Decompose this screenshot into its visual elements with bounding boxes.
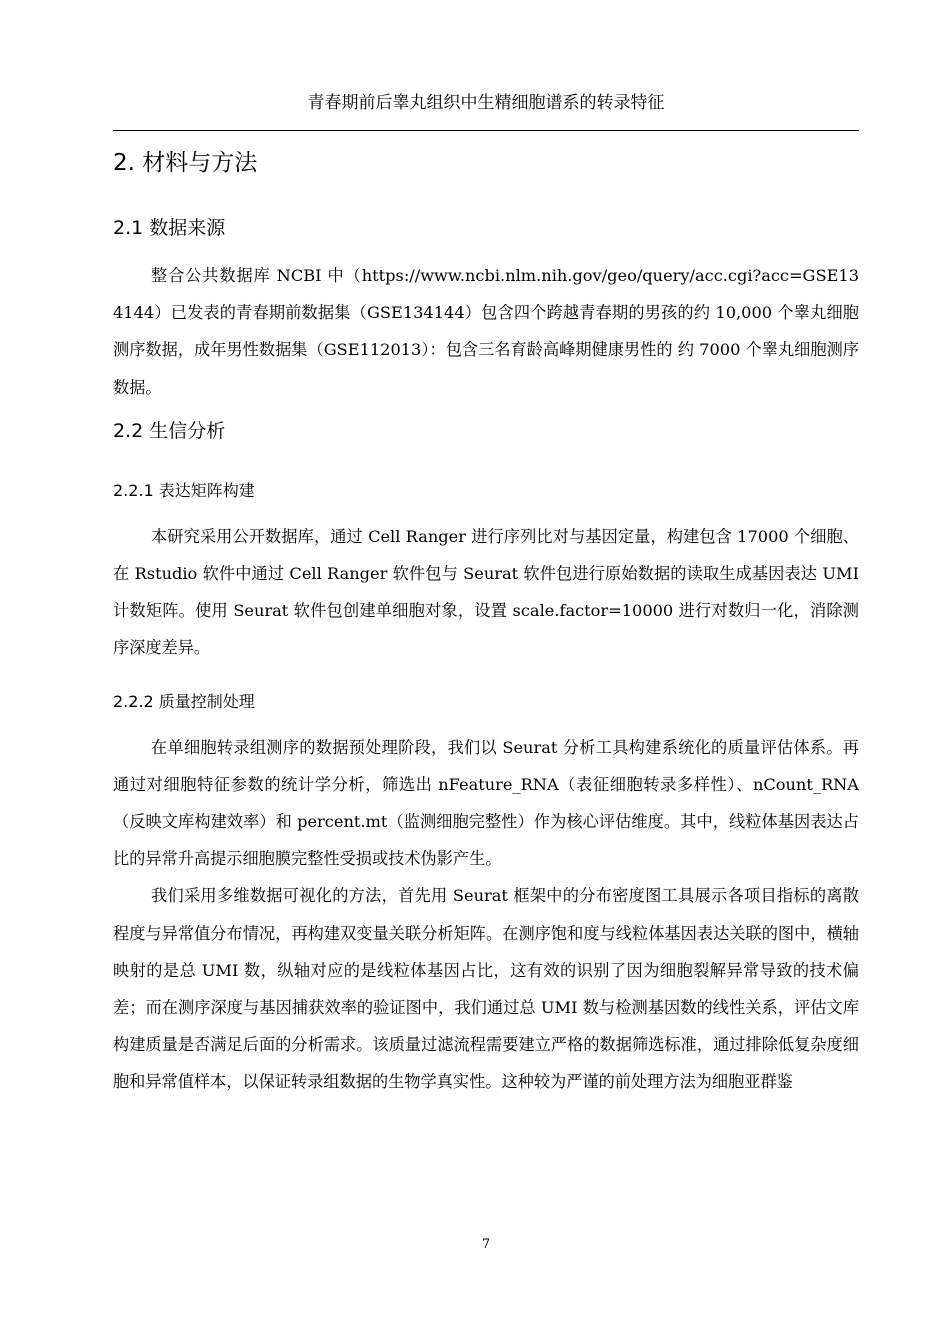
header-rule	[113, 130, 859, 131]
subsubsection-title-2-2-1: 2.2.1 表达矩阵构建	[113, 480, 255, 500]
page-number: 7	[481, 1237, 491, 1252]
paragraph-matrix-construction: 本研究采用公开数据库，通过 Cell Ranger 进行序列比对与基因定量，构建包含 17000 个细胞、在 Rstudio 软件中通过 Cell Ranger 软件包与 Seurat 软件包进行原始数据的读取生成基因表达 UMI 计数矩阵。使用 Seurat 软件包创建单细胞对象，设置 scale.factor=10000 进行对数归一化，消除测序深度差异。	[113, 526, 859, 658]
subsection-title-2-1: 2.1 数据来源	[113, 217, 226, 239]
subsubsection-title-2-2-2: 2.2.2 质量控制处理	[113, 691, 255, 711]
subsection-title-2-2: 2.2 生信分析	[113, 419, 226, 442]
paragraph-data-source: 整合公共数据库 NCBI 中（https://www.ncbi.nlm.nih.gov/geo/query/acc.cgi?acc=GSE134144）已发表的青春期前数据集（GSE134144）包含四个跨越青春期的男孩的约 10,000 个睾丸细胞测序数据，成年男性数据集（GSE112013）：包含三名育龄高峰期健康男性的 约 7000 个睾丸细胞测序数据。	[113, 266, 859, 397]
section-title: 2. 材料与方法	[113, 150, 258, 176]
page-content	[113, 141, 859, 1101]
paragraph-qc-visualization: 我们采用多维数据可视化的方法，首先用 Seurat 框架中的分布密度图工具展示各项目指标的离散程度与异常值分布情况，再构建双变量关联分析矩阵。在测序饱和度与线粒体基因表达关联的图中，横轴映射的是总 UMI 数，纵轴对应的是线粒体基因占比，这有效的识别了因为细胞裂解异常导致的技术偏差；而在测序深度与基因捕获效率的验证图中，我们通过总 UMI 数与检测基因数的线性关系，评估文库构建质量是否满足后面的分析需求。该质量过滤流程需要建立严格的数据筛选标准，通过排除低复杂度细胞和异常值样本，以保证转录组数据的生物学真实性。这种较为严谨的前处理方法为细胞亚群鉴	[113, 886, 859, 1092]
running-header: 青春期前后睾丸组织中生精细胞谱系的转录特征	[307, 93, 665, 113]
paragraph-qc-framework: 在单细胞转录组测序的数据预处理阶段，我们以 Seurat 分析工具构建系统化的质量评估体系。再通过对细胞特征参数的统计学分析，筛选出 nFeature_RNA（表征细胞转录多样性）、nCount_RNA（反映文库构建效率）和 percent.mt（监测细胞完整性）作为核心评估维度。其中，线粒体基因表达占比的异常升高提示细胞膜完整性受损或技术伪影产生。	[113, 737, 859, 869]
